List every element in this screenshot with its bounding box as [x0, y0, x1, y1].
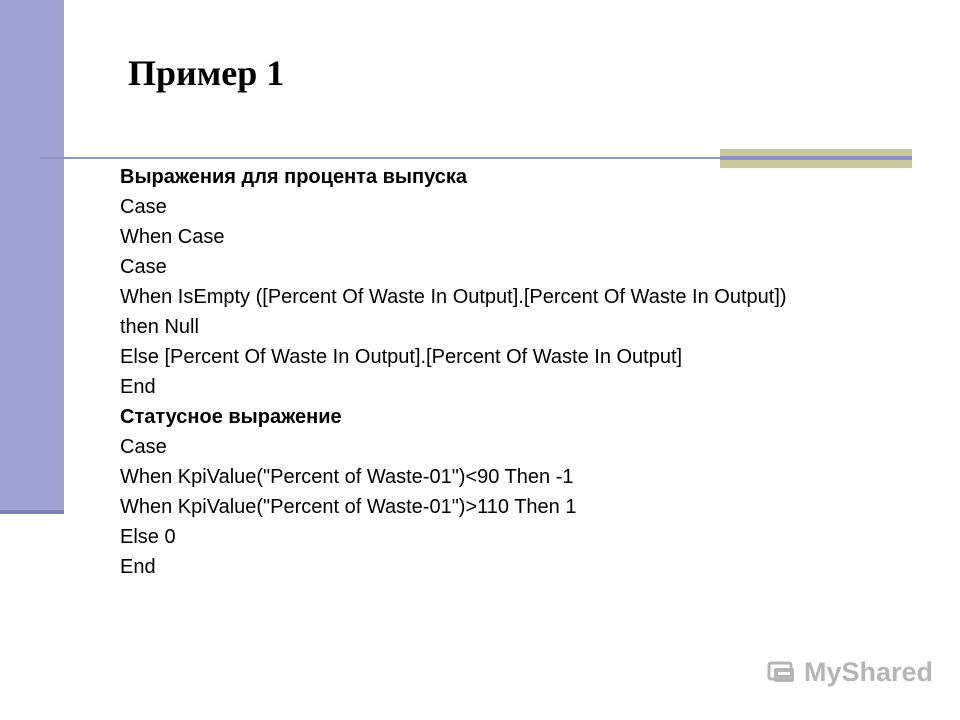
- side-decor-shadow: [0, 510, 64, 514]
- code-line: Else [Percent Of Waste In Output].[Percent Of Waste In Output]: [120, 346, 683, 368]
- mysharedlogo-icon: [766, 656, 798, 688]
- code-line: Else 0: [120, 526, 176, 548]
- code-line: End: [120, 376, 156, 398]
- code-line: then Null: [120, 316, 199, 338]
- code-line: When KpiValue("Percent of Waste-01")<90 Then -1: [120, 466, 574, 488]
- code-line: Case: [120, 196, 167, 218]
- slide-body: [120, 166, 880, 586]
- side-decor-bar: [0, 0, 64, 512]
- slide-title: Пример 1: [128, 53, 285, 93]
- code-line: When IsEmpty ([Percent Of Waste In Output].[Percent Of Waste In Output]): [120, 286, 787, 308]
- code-line: Case: [120, 256, 167, 278]
- section-heading: Статусное выражение: [120, 406, 342, 428]
- code-line: When Case: [120, 226, 225, 248]
- code-line: When KpiValue("Percent of Waste-01")>110 Then 1: [120, 496, 577, 518]
- watermark: [766, 652, 933, 692]
- code-line: Case: [120, 436, 167, 458]
- watermark-text: MyShared: [804, 656, 934, 687]
- section-heading: Выражения для процента выпуска: [120, 166, 467, 188]
- code-line: End: [120, 556, 156, 578]
